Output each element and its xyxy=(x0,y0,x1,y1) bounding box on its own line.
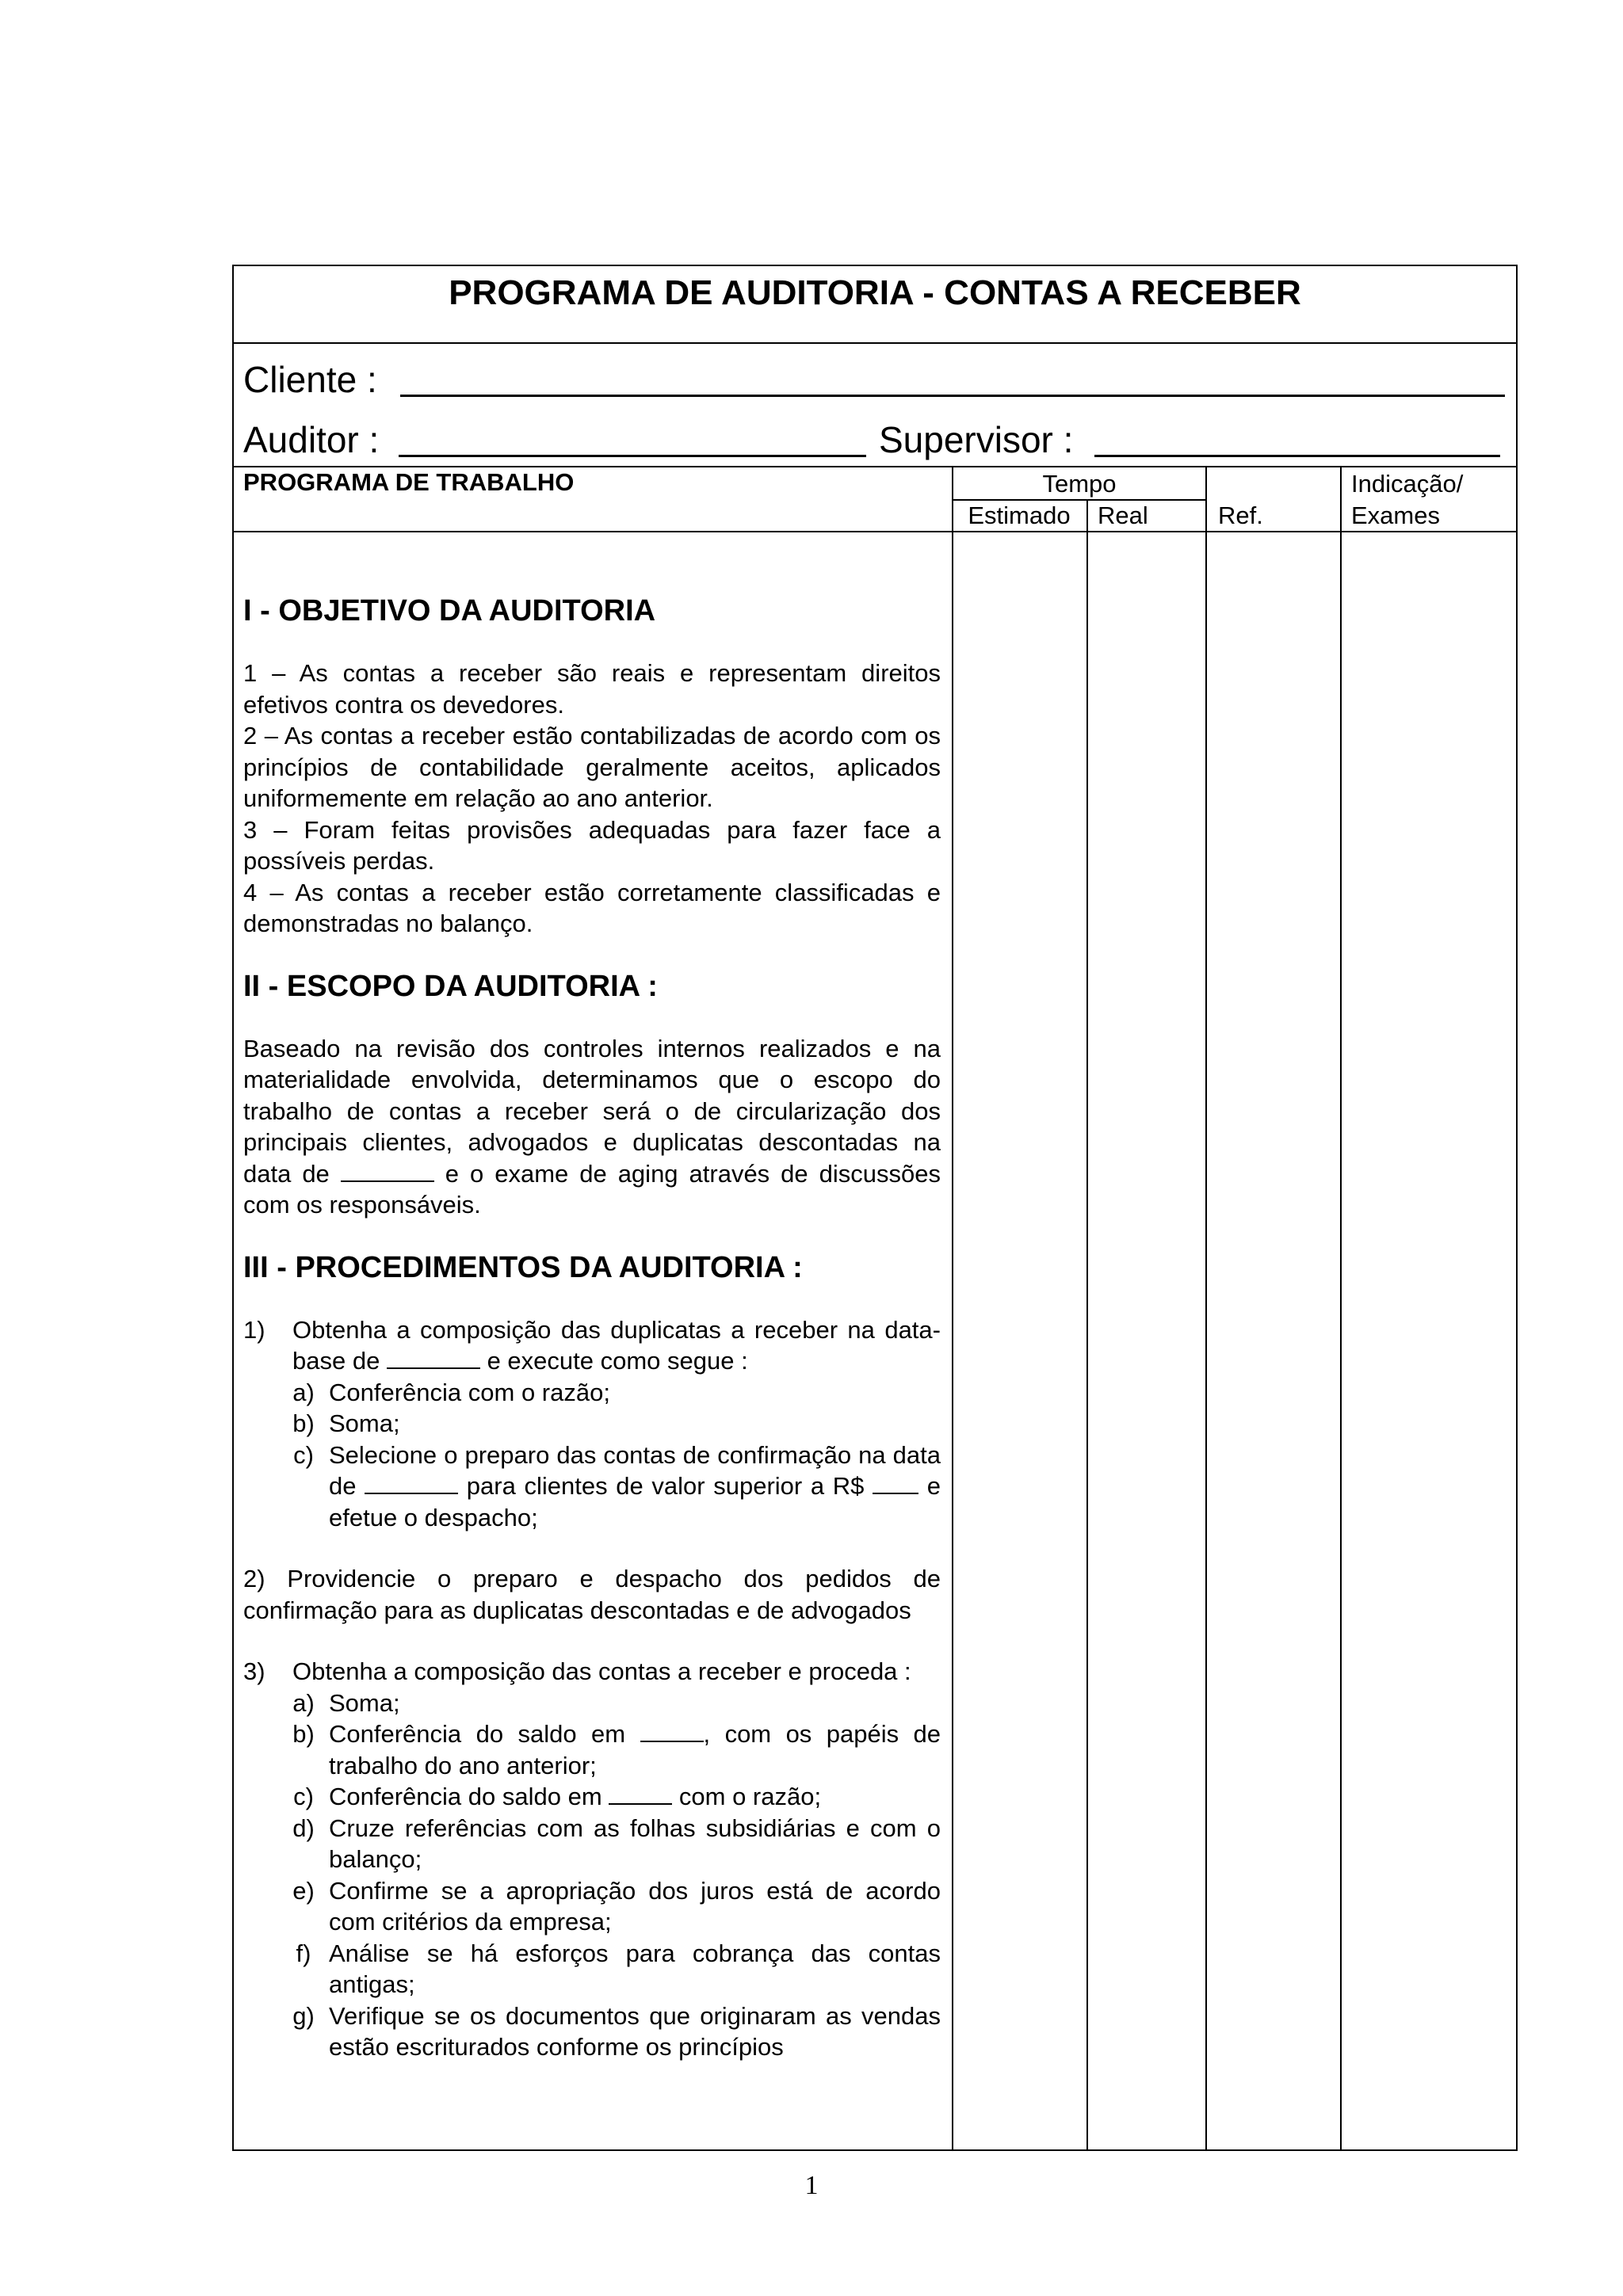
auditor-field[interactable] xyxy=(399,455,866,457)
procedure-3 xyxy=(243,1656,941,1688)
escopo-text-b: e o exame de aging através de discussões com os responsáveis. xyxy=(243,1159,941,1219)
col-line-2 xyxy=(1086,499,1088,2151)
procedure-3-b-text-b: , com os papéis de trabalho do ano anterior; xyxy=(329,1720,941,1779)
procedure-3-c-text-a: Conferência do saldo em xyxy=(329,1783,602,1810)
letter-f: f) xyxy=(296,1939,311,1967)
title-divider xyxy=(234,342,1516,344)
col-line-4 xyxy=(1340,466,1342,2151)
escopo-date-blank[interactable] xyxy=(341,1161,434,1182)
cliente-field[interactable] xyxy=(400,395,1505,397)
letter-g: g) xyxy=(292,2001,315,2030)
supervisor-label: Supervisor : xyxy=(879,419,1074,460)
procedure-3-d xyxy=(243,1813,941,1875)
letter-d: d) xyxy=(292,1814,315,1842)
procedure-1-c-value-blank[interactable] xyxy=(873,1474,918,1494)
form-title: PROGRAMA DE AUDITORIA - CONTAS A RECEBER xyxy=(449,273,1301,312)
work-program-content xyxy=(243,570,941,2063)
letter-a: a) xyxy=(292,1378,315,1406)
procedure-3-b-text xyxy=(329,1718,941,1781)
procedure-3-a-text: Soma; xyxy=(329,1688,400,1717)
letter-c: c) xyxy=(293,1783,314,1810)
procedure-1-text-b: e execute como segue : xyxy=(487,1347,748,1375)
header-bottom-line xyxy=(234,531,1516,532)
procedure-3-f-text: Análise se há esforços para cobrança das contas antigas; xyxy=(329,1939,941,1998)
procedure-1-c-date-blank[interactable] xyxy=(365,1474,458,1494)
audit-program-form xyxy=(232,265,1518,2151)
col-programa-header: PROGRAMA DE TRABALHO xyxy=(243,468,575,496)
procedure-1-c xyxy=(243,1440,941,1534)
procedure-3-g xyxy=(243,2000,941,2063)
col-ref-header: Ref. xyxy=(1218,502,1263,529)
procedure-1-c-text-b: para clientes de valor superior a R$ xyxy=(466,1472,865,1500)
col-estimado-header: Estimado xyxy=(968,502,1071,529)
procedure-3-b-date-blank[interactable] xyxy=(640,1722,704,1742)
col-indicacao-header: Indicação/ xyxy=(1351,470,1464,498)
escopo-text-a: Baseado na revisão dos controles internos realizados e na materialidade envolvida, determinamos que o escopo do trabalho de contas a receber será o de circularização dos principais clientes, advogados e duplicatas descontadas na data de xyxy=(243,1034,941,1188)
supervisor-field[interactable] xyxy=(1094,455,1500,457)
page-number: 1 xyxy=(804,2171,819,2200)
letter-b: b) xyxy=(292,1409,315,1437)
col-line-1 xyxy=(952,466,953,2151)
objetivo-item: 4 – As contas a receber estão corretamente classificadas e demonstradas no balanço. xyxy=(243,878,941,937)
procedure-3-b-text-a: Conferência do saldo em xyxy=(329,1720,626,1748)
procedure-1-number: 1) xyxy=(243,1315,265,1344)
procedure-1-text-a: Obtenha a composição das duplicatas a receber na data-base de xyxy=(292,1315,941,1375)
objetivo-item: 2 – As contas a receber estão contabilizadas de acordo com os princípios de contabilidade geralmente aceitos, aplicados uniformemente em relação ao ano anterior. xyxy=(243,722,941,812)
procedure-1-b xyxy=(243,1408,941,1440)
procedure-1-c-text-a: Selecione o preparo das contas de confirmação na data de xyxy=(329,1440,941,1500)
cliente-label: Cliente : xyxy=(243,359,377,400)
section-escopo-title: II - ESCOPO DA AUDITORIA : xyxy=(243,969,658,1003)
letter-c: c) xyxy=(293,1440,314,1469)
procedure-1-c-text xyxy=(329,1440,941,1534)
procedure-1-text xyxy=(292,1314,941,1377)
letter-e: e) xyxy=(292,1876,315,1905)
procedure-3-b xyxy=(243,1718,941,1781)
procedure-3-c-date-blank[interactable] xyxy=(609,1784,672,1805)
letter-b: b) xyxy=(292,1720,315,1748)
procedure-3-c xyxy=(243,1781,941,1813)
procedure-1-b-text: Soma; xyxy=(329,1409,400,1437)
auditor-label: Auditor : xyxy=(243,419,380,460)
col-tempo-header: Tempo xyxy=(1042,470,1117,498)
procedure-3-c-text xyxy=(329,1781,941,1813)
procedure-3-c-text-b: com o razão; xyxy=(678,1783,822,1810)
section-objetivo-title: I - OBJETIVO DA AUDITORIA xyxy=(243,594,656,627)
procedure-3-d-text: Cruze referências com as folhas subsidiárias e com o balanço; xyxy=(329,1814,941,1873)
procedure-3-e-text: Confirme se a apropriação dos juros está de acordo com critérios da empresa; xyxy=(329,1876,941,1936)
procedure-3-a xyxy=(243,1688,941,1719)
procedure-1-c-text-c: e efetue o despacho; xyxy=(329,1472,941,1531)
procedure-2: 2) Providencie o preparo e despacho dos pedidos de confirmação para as duplicatas descontadas e de advogados xyxy=(243,1565,941,1624)
procedure-3-text: Obtenha a composição das contas a receber e proceda : xyxy=(292,1657,911,1685)
col-line-3 xyxy=(1205,466,1207,2151)
escopo-paragraph xyxy=(243,1033,941,1221)
procedure-3-number: 3) xyxy=(243,1657,265,1685)
procedure-1-date-blank[interactable] xyxy=(387,1348,480,1369)
procedure-3-e xyxy=(243,1875,941,1938)
col-exames-header: Exames xyxy=(1351,502,1440,529)
section-procedimentos-title: III - PROCEDIMENTOS DA AUDITORIA : xyxy=(243,1250,803,1284)
col-real-header: Real xyxy=(1098,502,1148,529)
objetivo-item: 3 – Foram feitas provisões adequadas para fazer face a possíveis perdas. xyxy=(243,815,941,875)
procedure-3-f xyxy=(243,1938,941,2000)
procedure-1-a xyxy=(243,1377,941,1409)
procedure-3-g-text: Verifique se os documentos que originaram as vendas estão escriturados conforme os princípios xyxy=(329,2001,941,2061)
procedure-1 xyxy=(243,1314,941,1377)
letter-a: a) xyxy=(292,1688,315,1717)
procedure-1-a-text: Conferência com o razão; xyxy=(329,1378,610,1406)
objetivo-item: 1 – As contas a receber são reais e representam direitos efetivos contra os devedores. xyxy=(243,659,941,719)
